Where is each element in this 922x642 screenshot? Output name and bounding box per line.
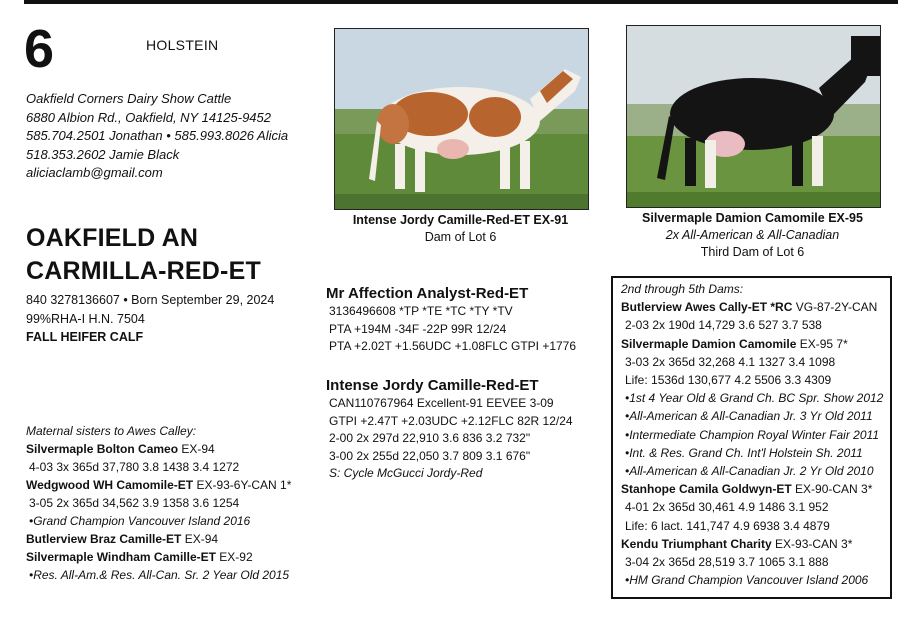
fifth-dam-score: EX-93-CAN 3*: [771, 536, 853, 551]
dam-name: Intense Jordy Camille-Red-ET: [326, 377, 539, 394]
third-dam-photo-art: [627, 26, 880, 207]
fifth-dam-record: 3-04 2x 365d 28,519 3.7 1065 3.1 888: [625, 555, 829, 570]
second-dam-name: Butlerview Awes Cally-ET *RC: [621, 300, 793, 315]
fifth-dam-name: Kendu Triumphant Charity: [621, 536, 772, 551]
maternal-entry-record: 4-03 3x 365d 37,780 3.8 1438 3.4 1272: [29, 460, 240, 474]
dam-line: 2-00 2x 297d 22,910 3.6 836 3.2 732": [329, 431, 531, 445]
maternal-entry-name: Silvermaple Windham Camille-ET: [26, 550, 216, 564]
consignor-block: [26, 90, 288, 183]
second-dam: [621, 298, 890, 316]
third-dam-photo-name: Silvermaple Damion Camomile EX-95: [642, 211, 863, 225]
maternal-entry-honor: •Grand Champion Vancouver Island 2016: [29, 514, 251, 528]
maternal-entry: [26, 530, 291, 548]
fifth-dam: [621, 535, 890, 553]
animal-name: [26, 222, 261, 288]
maternal-entry-score: EX-94: [181, 532, 219, 546]
third-dam-photo-caption: [600, 210, 905, 261]
dam-photo-name: Intense Jordy Camille-Red-ET EX-91: [352, 213, 569, 227]
dam-photo-caption: [334, 212, 587, 246]
third-dam-name: Silvermaple Damion Camomile: [621, 336, 797, 351]
consignor-address: 6880 Albion Rd., Oakfield, NY 14125-9452: [26, 109, 272, 125]
maternal-entry-name: Wedgwood WH Camomile-ET: [26, 478, 194, 492]
dams-box: [611, 276, 892, 599]
third-dam-honor: •Int. & Res. Grand Ch. Int'l Holstein Sh. 2011: [625, 445, 863, 460]
dam-line: 3-00 2x 255d 22,050 3.7 809 3.1 676": [329, 448, 531, 463]
animal-rha: 99%RHA-I H.N. 7504: [26, 311, 145, 326]
third-dam-record: 3-03 2x 365d 32,268 4.1 1327 3.4 1098: [625, 354, 836, 369]
consignor-phone-2: 518.353.2602 Jamie Black: [26, 146, 180, 162]
third-dam-honor: •All-American & All-Canadian Jr. 3 Yr Old 2011: [625, 409, 873, 424]
fourth-dam-lifetime: Life: 6 lact. 141,747 4.9 6938 3.4 4879: [625, 518, 830, 533]
maternal-entry: [26, 476, 291, 494]
third-dam-photo: [626, 25, 881, 208]
sire-name: Mr Affection Analyst-Red-ET: [326, 285, 529, 302]
fifth-dam-honor: •HM Grand Champion Vancouver Island 2006: [625, 573, 869, 588]
fourth-dam-score: EX-90-CAN 3*: [791, 482, 873, 497]
animal-info: [26, 291, 274, 347]
breed-label: HOLSTEIN: [146, 37, 219, 53]
third-dam-photo-note: Third Dam of Lot 6: [700, 245, 805, 259]
maternal-entry-name: Silvermaple Bolton Cameo: [26, 442, 179, 456]
third-dam-score: EX-95 7*: [796, 336, 848, 351]
maternal-sisters-block: [26, 422, 291, 584]
maternal-entry: [26, 440, 291, 458]
maternal-entry-honor: •Res. All-Am.& Res. All-Can. Sr. 2 Year Old 2015: [29, 568, 290, 582]
sire-line: PTA +194M -34F -22P 99R 12/24: [329, 321, 507, 336]
consignor-phone-1: 585.704.2501 Jonathan • 585.993.8026 Alicia: [26, 128, 289, 143]
consignor-farm: Oakfield Corners Dairy Show Cattle: [26, 91, 232, 106]
third-dam-honor: •Intermediate Champion Royal Winter Fair 2011: [625, 427, 879, 442]
animal-name-line-2: CARMILLA-RED-ET: [26, 257, 261, 285]
top-rule: [24, 0, 898, 4]
maternal-entry-score: EX-92: [215, 550, 253, 564]
maternal-entry-record: 3-05 2x 365d 34,562 3.9 1358 3.6 1254: [29, 496, 240, 510]
third-dam: [621, 335, 890, 353]
sire-line: 3136496608 *TP *TE *TC *TY *TV: [329, 304, 513, 318]
second-dam-score: VG-87-2Y-CAN: [792, 300, 878, 315]
dam-sire-line: S: Cycle McGucci Jordy-Red: [329, 466, 483, 480]
dam-block: [326, 376, 573, 483]
dam-photo: [334, 28, 589, 210]
maternal-entry-name: Butlerview Braz Camille-ET: [26, 532, 182, 546]
animal-registration: 840 3278136607 • Born September 29, 2024: [26, 293, 275, 307]
maternal-entry-score: EX-93-6Y-CAN 1*: [193, 478, 292, 492]
fourth-dam: [621, 480, 890, 498]
third-dam-honor: •1st 4 Year Old & Grand Ch. BC Spr. Show 2012: [625, 391, 884, 406]
consignor-email: aliciaclamb@gmail.com: [26, 165, 163, 180]
fourth-dam-name: Stanhope Camila Goldwyn-ET: [621, 482, 792, 497]
lot-number: 6: [24, 19, 55, 79]
sire-line: PTA +2.02T +1.56UDC +1.08FLC GTPI +1776: [329, 339, 577, 353]
dams-box-heading: 2nd through 5th Dams:: [621, 282, 744, 296]
animal-name-line-1: OAKFIELD AN: [26, 224, 199, 252]
dam-photo-note: Dam of Lot 6: [424, 230, 497, 244]
third-dam-photo-honor: 2x All-American & All-Canadian: [665, 228, 840, 242]
third-dam-lifetime: Life: 1536d 130,677 4.2 5506 3.3 4309: [625, 373, 832, 388]
second-dam-record: 2-03 2x 190d 14,729 3.6 527 3.7 538: [625, 318, 822, 333]
fourth-dam-record: 4-01 2x 365d 30,461 4.9 1486 3.1 952: [625, 500, 829, 515]
third-dam-honor: •All-American & All-Canadian Jr. 2 Yr Old 2010: [625, 464, 874, 479]
dam-line: CAN110767964 Excellent-91 EEVEE 3-09: [329, 396, 554, 410]
animal-class: FALL HEIFER CALF: [26, 330, 144, 344]
sire-block: [326, 284, 576, 356]
dam-line: GTPI +2.47T +2.03UDC +2.12FLC 82R 12/24: [329, 413, 573, 428]
maternal-entry-score: EX-94: [178, 442, 215, 456]
maternal-entry: [26, 548, 291, 566]
maternal-heading: Maternal sisters to Awes Calley:: [26, 424, 197, 438]
dam-photo-art: [335, 29, 588, 209]
